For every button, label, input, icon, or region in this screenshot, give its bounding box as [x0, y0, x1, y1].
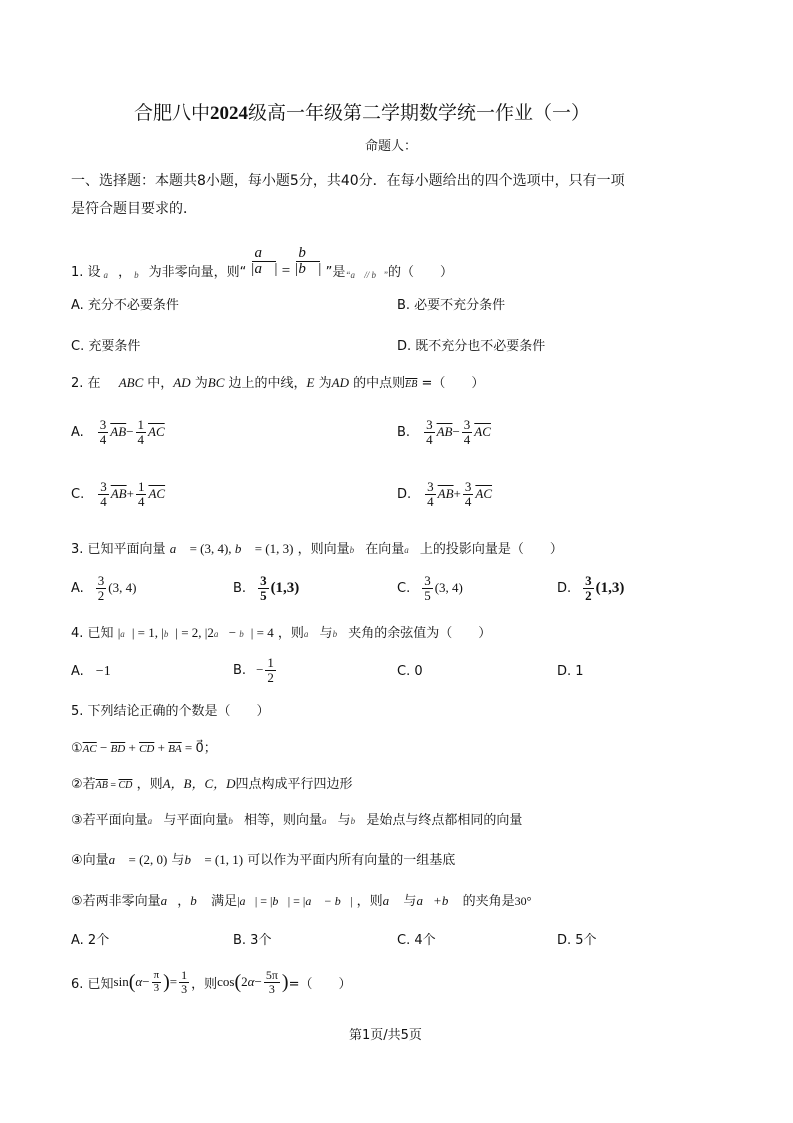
question-2-option-a: A. $\frac{3}{4}$ $\overline{AB}$ − $\frac{1}{4}$ $\overline{AC}$ — [71, 416, 165, 447]
question-3-option-a: A. $\frac{3}{2}$ (3, 4) — [71, 572, 137, 603]
page-number: 第1页/共5页 — [349, 1028, 422, 1043]
question-3-option-b: B. $\frac{3}{5}$ (1,3) — [233, 572, 300, 603]
question-2-option-b: B. $\frac{3}{4}$ $\overline{AB}$ − $\frac{3}{4}$ $\overline{AC}$ — [397, 416, 491, 447]
question-2-option-d: D. $\frac{3}{4}$ $\overline{AB}$ + $\frac{3}{4}$ $\overline{AC}$ — [397, 478, 493, 509]
question-2-option-c: C. $\frac{3}{4}$ $\overline{AB}$ + $\frac{1}{4}$ $\overline{AC}$ — [71, 478, 166, 509]
question-4-option-b: B. − $\frac{1}{2}$ — [233, 654, 274, 685]
question-5-stem: 5. 下列结论正确的个数是（ ） — [71, 704, 270, 719]
question-3-option-c: C. $\frac{3}{5}$ (3, 4) — [397, 572, 463, 603]
question-5-option-c: C. 4个 — [397, 933, 436, 948]
question-6-stem: 6. 已知 sin ( α − $\frac{\pi}{3}$ ) = $\frac{1}{3}$ ，则 cos ( 2 α − $\frac{5\pi}{3}$ ) =（ ） — [71, 967, 352, 996]
question-1-stem: 1. 设 a⃗ ， b⃗ 为非零向量，则 “ $\frac{a⃗}{|a⃗|}$ = $\frac{b⃗}{|b⃗|}$ ” 是 “a⃗ // b⃗” 的（ ） — [71, 244, 453, 280]
question-4-option-c: C. 0 — [397, 664, 423, 679]
question-1-option-c: C. 充要条件 — [71, 339, 141, 354]
question-4-option-d: D. 1 — [557, 664, 584, 679]
question-5-statement-1: $①\overline{AC} - \overline{BD} + \overline{CD} + \overline{BA}$ = 0⃗； — [71, 740, 217, 756]
question-5-option-b: B. 3个 — [233, 933, 272, 948]
question-5-statement-3: ③若平面向量a⃗ 与平面向量b⃗ 相等，则向量a⃗ 与b⃗ 是始点与终点都相同的向量 — [71, 813, 523, 828]
author-label: 命题人： — [365, 139, 418, 154]
question-4-stem: 4. 已知 |a⃗| = 1, |b⃗| = 2, |2a⃗ − b⃗| = 4 ，则a⃗ 与b⃗ 夹角的余弦值为（ ） — [71, 625, 492, 641]
question-3-option-d: D. $\frac{3}{2}$ (1,3) — [557, 572, 625, 603]
question-2-stem: 2. 在 ABC 中，AD 为BC 边上的中线，E 为AD 的中点则$\overline{EB}$ =（ ） — [71, 375, 485, 391]
question-1-option-d: D. 既不充分也不必要条件 — [397, 339, 546, 354]
question-3-stem: 3. 已知平面向量 a⃗ = (3, 4), b⃗ = (1, 3) ，则向量b⃗ 在向量a⃗ 上的投影向量是（ ） — [71, 541, 563, 557]
question-1-option-a: A. 充分不必要条件 — [71, 298, 179, 313]
question-5-statement-5: ⑤若两非零向量a⃗，b⃗ 满足|a⃗| = |b⃗| = |a⃗ − b⃗| ，则a⃗ 与a⃗+b⃗ 的夹角是30° — [71, 893, 532, 909]
question-1-option-b: B. 必要不充分条件 — [397, 298, 506, 313]
question-5-option-a: A. 2个 — [71, 933, 110, 948]
question-5-statement-4: ④向量a⃗ = (2, 0) 与b⃗ = (1, 1) 可以作为平面内所有向量的一组基底 — [71, 852, 456, 868]
question-4-option-a: A. −1 — [71, 664, 111, 679]
page-title: 合肥八中2024级高一年级第二学期数学统一作业（一） — [134, 102, 591, 124]
section-instructions-line1: 一、选择题：本题共8小题，每小题5分，共40分．在每小题给出的四个选项中，只有一项 — [71, 173, 625, 189]
question-5-statement-2: ②若$\overline{AB} = \overline{CD}$ ，则A，B，C，D四点构成平行四边形 — [71, 776, 353, 792]
question-5-option-d: D. 5个 — [557, 933, 597, 948]
section-instructions-line2: 是符合题目要求的． — [71, 201, 197, 217]
